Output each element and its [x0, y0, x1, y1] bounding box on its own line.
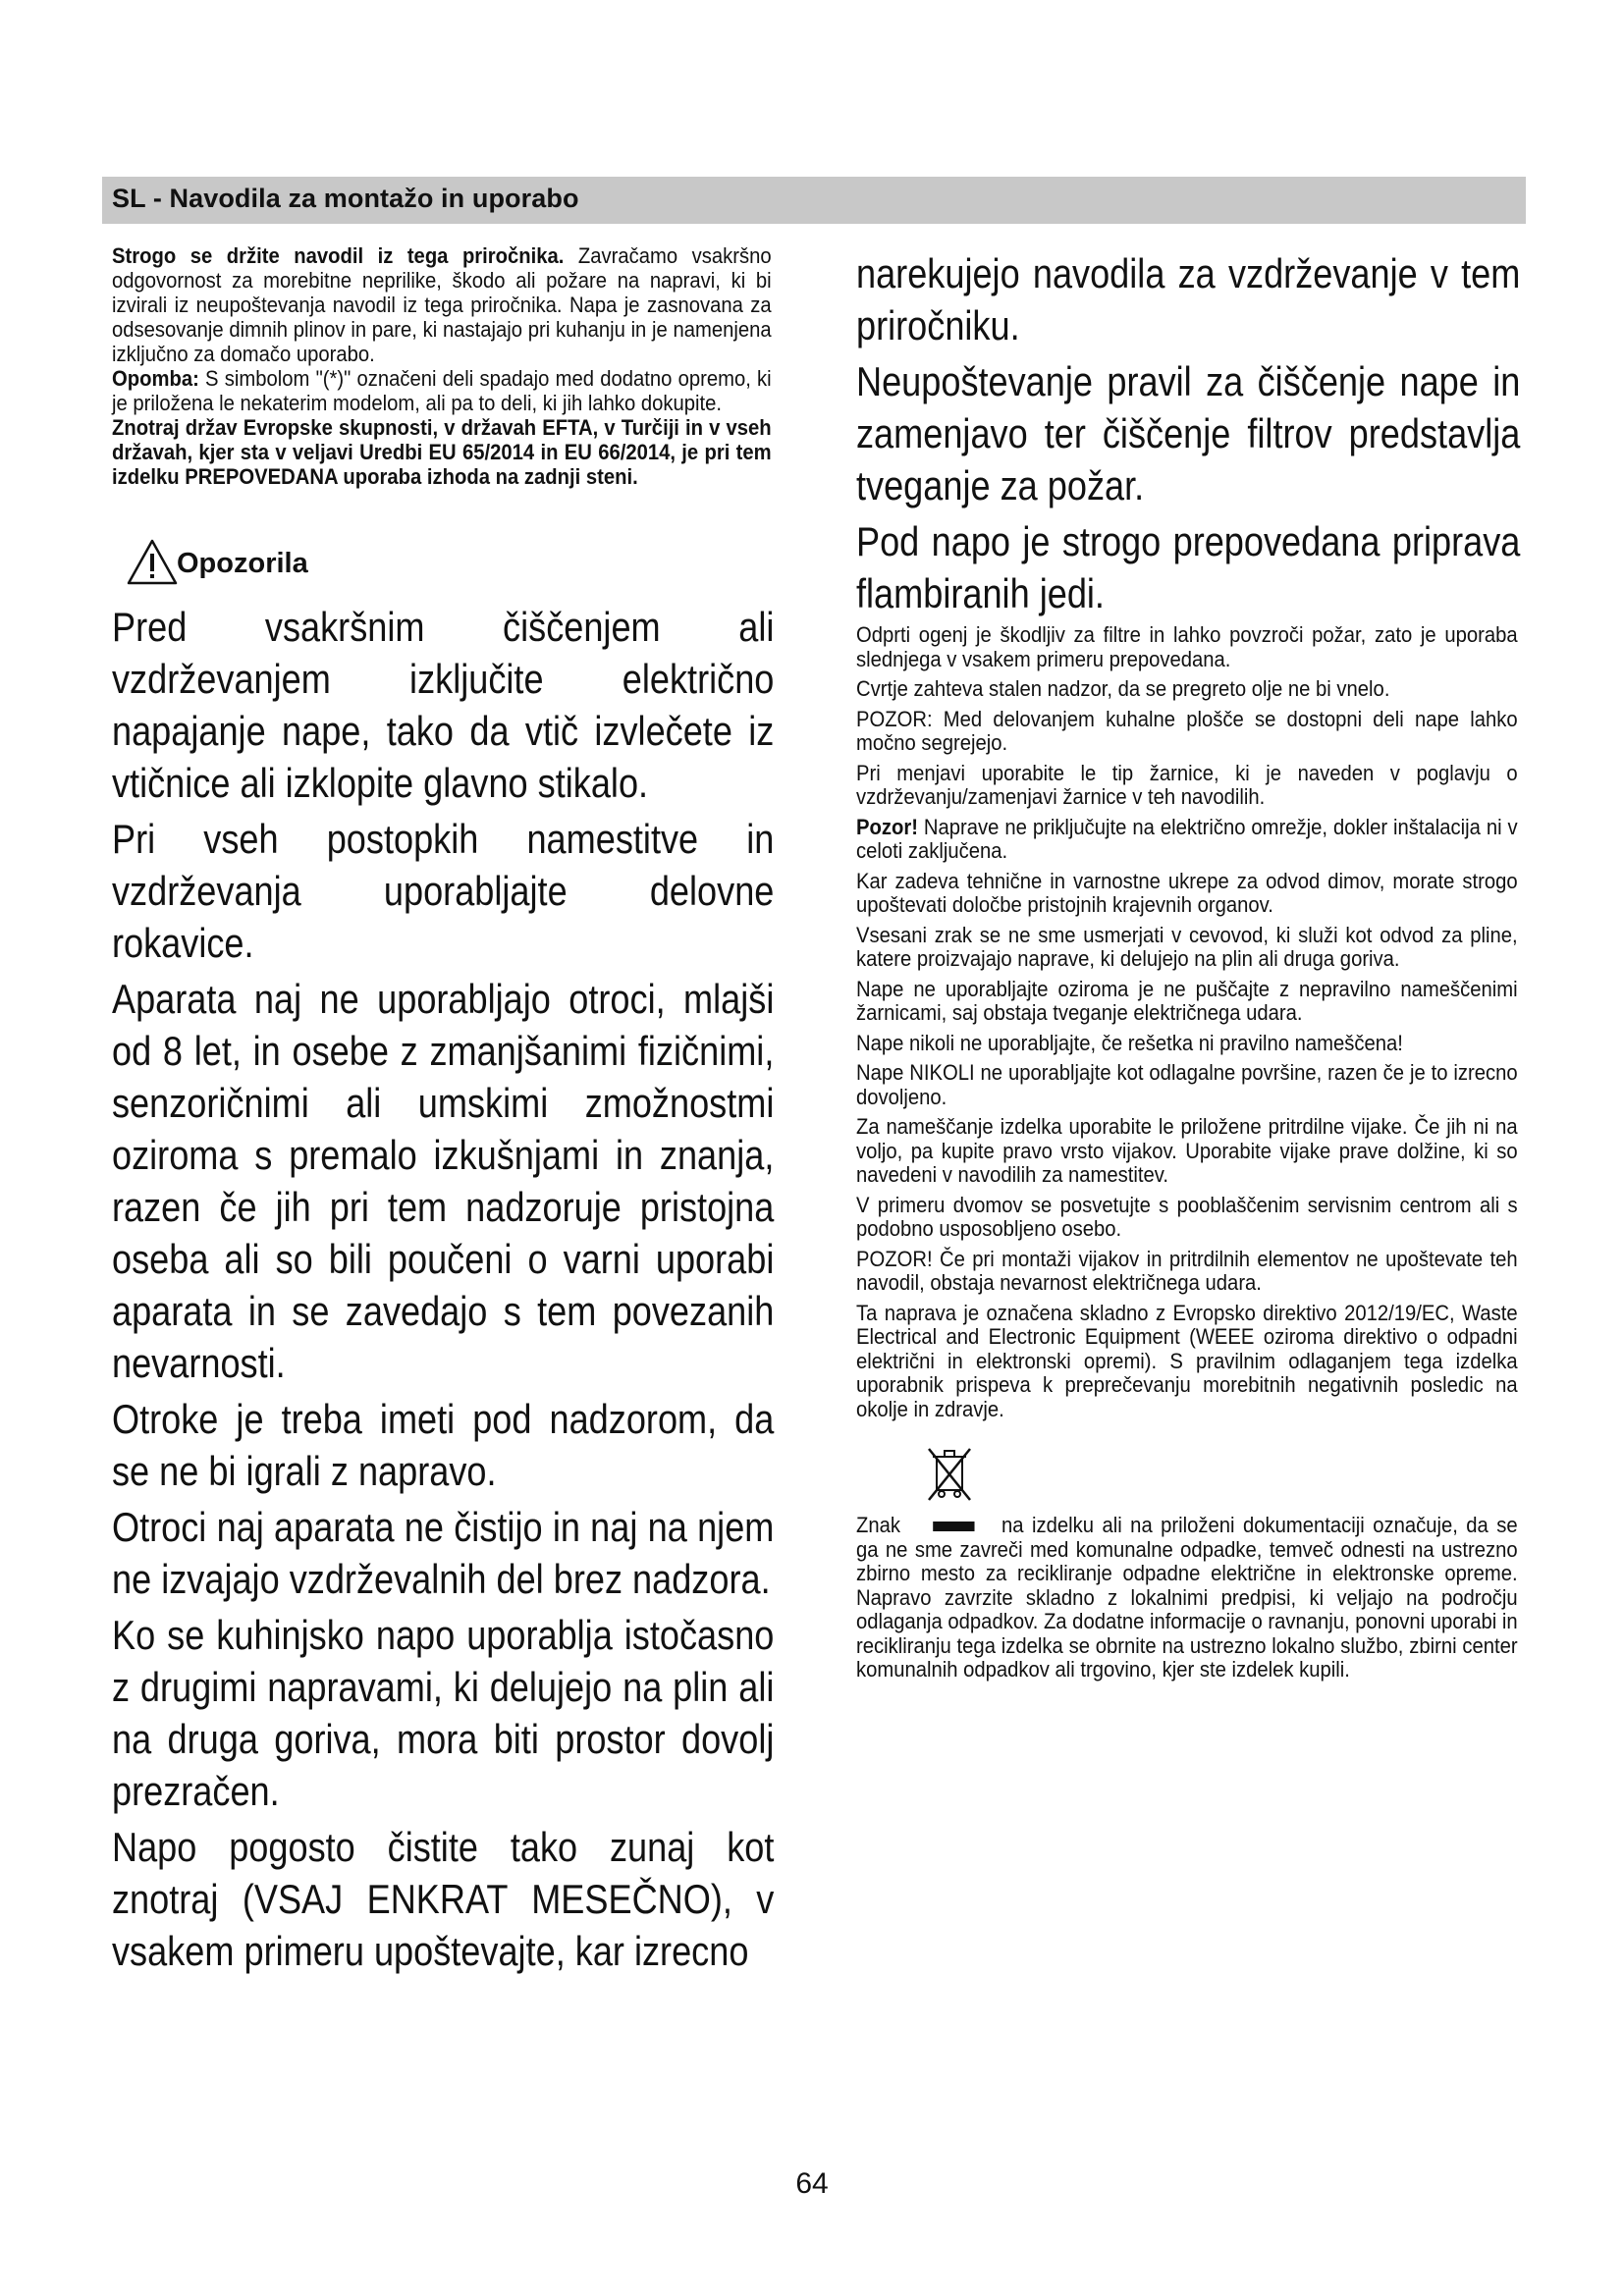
safety-paragraph: Za nameščanje izdelka uporabite le priložene pritrdilne vijake. Če jih ni na voljo, pa kupite pravo vrsto vijakov. Uporabite vijake prave dolžine, ki so navedeni v navodilih za namestitev. — [856, 1114, 1518, 1187]
weee-paragraph: Ta naprava je označena skladno z Evropsko direktivo 2012/19/EC, Waste Electrical and Electronic Equipment (WEEE oziroma direktivo o odpadni električni in elektronski opremi). S pravilnim odlaganjem tega izdelka uporabnik prispeva k preprečevanju morebitnih negativnih posledic na okolje in zdravje. — [856, 1300, 1518, 1421]
note-paragraph — [112, 366, 772, 415]
safety-paragraph: Cvrtje zahteva stalen nadzor, da se pregreto olje ne bi vnelo. — [856, 676, 1390, 701]
warning-paragraph: Napo pogosto čistite tako zunaj kot znotraj (VSAJ ENKRAT MESEČNO), v vsakem primeru upoštevajte, kar izrecno — [112, 1824, 775, 1974]
safety-paragraph: Vsesani zrak se ne sme usmerjati v cevovod, ki služi kot odvod za pline, katere proizvajajo naprave, ki delujejo na plin ali druga goriva. — [856, 922, 1518, 971]
warning-triangle-icon — [126, 538, 179, 587]
znak-paragraph — [856, 1514, 1518, 1682]
safety-paragraph: Nape NIKOLI ne uporabljajte kot odlagalne površine, razen če je to izrecno dovoljeno. — [856, 1060, 1518, 1109]
pozor-text: Naprave ne priključujte na električno omrežje, dokler inštalacija ni v celoti zaključena. — [856, 814, 1518, 863]
note-text: S simbolom "(*)" označeni deli spadajo med dodatno opremo, ki je priložena le nekaterim modelom, ali pa to deli, ki jih lahko dokupite. — [112, 366, 772, 415]
warning-paragraph: Pod napo je strogo prepovedana priprava flambiranih jedi. — [856, 518, 1521, 616]
intro-bold: Strogo se držite navodil iz tega priročnika. — [112, 243, 565, 268]
safety-paragraph: V primeru dvomov se posvetujte s pooblaščenim servisnim centrom ali s podobno usposobljeno osebo. — [856, 1192, 1518, 1241]
warning-paragraph: Pred vsakršnim čiščenjem ali vzdrževanjem izključite električno napajanje nape, tako da vtič izvlečete iz vtičnice ali izklopite glavno stikalo. — [112, 604, 775, 806]
safety-paragraph: Nape ne uporabljajte oziroma je ne puščajte z nepravilno nameščenimi žarnicami, saj obstaja tveganje električnega udara. — [856, 976, 1518, 1025]
safety-paragraph: Pri menjavi uporabite le tip žarnice, ki je naveden v poglavju o vzdrževanju/zamenjavi žarnice v teh navodilih. — [856, 760, 1518, 809]
left-column — [112, 243, 776, 1981]
warnings-title: Opozorila — [177, 548, 308, 579]
pozor-label: Pozor! — [856, 814, 918, 839]
weee-bar-icon — [933, 1522, 974, 1531]
warnings-heading — [112, 538, 776, 601]
safety-paragraph: Kar zadeva tehnične in varnostne ukrepe za odvod dimov, morate strogo upoštevati določbe pristojnih krajevnih organov. — [856, 868, 1518, 917]
safety-paragraph: Nape nikoli ne uporabljajte, če rešetka ni pravilno nameščena! — [856, 1030, 1403, 1055]
warning-paragraph: narekujejo navodila za vzdrževanje v tem priročniku. — [856, 250, 1521, 348]
safety-paragraph: POZOR! Če pri montaži vijakov in pritrdilnih elementov ne upoštevate teh navodil, obstaja nevarnost električnega udara. — [856, 1246, 1518, 1295]
warning-paragraph: Otroci naj aparata ne čistijo in naj na njem ne izvajajo vzdrževalnih del brez nadzora. — [112, 1504, 775, 1602]
intro-paragraph — [112, 243, 772, 366]
znak-text: na izdelku ali na priloženi dokumentaciji označuje, da se ga ne sme zavreči med komunalne odpadke, temveč odnesti na ustrezno zbirno mesto za recikliranje odpadne električne in elektronske opreme. Napravo zavrzite skladno z lokalnimi predpisi, ki veljajo na področju odlaganja odpadkov. Za dodatne informacije o ravnanju, ponovni uporabi in recikliranju tega izdelka se obrnite na ustrezno lokalno službo, zbirni center komunalnih odpadkov ali trgovino, kjer ste izdelek kupili. — [856, 1513, 1518, 1682]
section-title: SL - Navodila za montažo in uporabo — [112, 184, 579, 213]
warning-paragraph: Ko se kuhinjsko napo uporablja istočasno z drugimi napravami, ki delujejo na plin ali na druga goriva, mora biti prostor dovolj prezračen. — [112, 1612, 775, 1814]
pozor-paragraph — [856, 816, 1518, 864]
warning-paragraph: Otroke je treba imeti pod nadzorom, da se ne bi igrali z napravo. — [112, 1396, 775, 1494]
warning-paragraph: Pri vseh postopkih namestitve in vzdrževanja uporabljajte delovne rokavice. — [112, 816, 775, 966]
znak-word: Znak — [856, 1513, 901, 1537]
crossed-out-bin-icon — [927, 1445, 972, 1504]
warning-paragraph: Neupoštevanje pravil za čiščenje nape in zamenjavo ter čiščenje filtrov predstavlja tveganje za požar. — [856, 358, 1521, 508]
safety-paragraph: Odprti ogenj je škodljiv za filtre in lahko povzroči požar, zato je uporaba slednjega v vsakem primeru prepovedana. — [856, 622, 1518, 671]
eu-restriction-text: Znotraj držav Evropske skupnosti, v državah EFTA, v Turčiji in v vseh državah, kjer sta v veljavi Uredbi EU 65/2014 in EU 66/2014, je pri tem izdelku PREPOVEDANA uporaba izhoda na zadnji steni. — [112, 415, 772, 489]
intro-text: Zavračamo vsakršno odgovornost za morebitne neprilike, škodo ali požare na napravi, ki bi izvirali iz neupoštevanja navodil iz tega priročnika. Napa je zasnovana za odsesovanje dimnih plinov in pare, ki nastajajo pri kuhanju in je namenjena izključno za domačo uporabo. — [112, 243, 772, 366]
page-number: 64 — [795, 2167, 829, 2200]
warning-paragraph: Aparata naj ne uporabljajo otroci, mlajši od 8 let, in osebe z zmanjšanimi fizičnimi, senzoričnimi ali umskimi zmožnostmi oziroma s premalo izkušnjami in znanja, razen če jih pri tem nadzoruje pristojna oseba ali so bili poučeni o varni uporabi aparata in se zavedajo s tem povezanih nevarnosti. — [112, 976, 775, 1386]
right-column — [856, 247, 1522, 1688]
safety-paragraph: POZOR: Med delovanjem kuhalne plošče se dostopni deli nape lahko močno segrejejo. — [856, 706, 1518, 755]
section-header-bar — [102, 177, 1526, 224]
note-label: Opomba: — [112, 366, 199, 391]
eu-restriction-paragraph — [112, 415, 772, 489]
